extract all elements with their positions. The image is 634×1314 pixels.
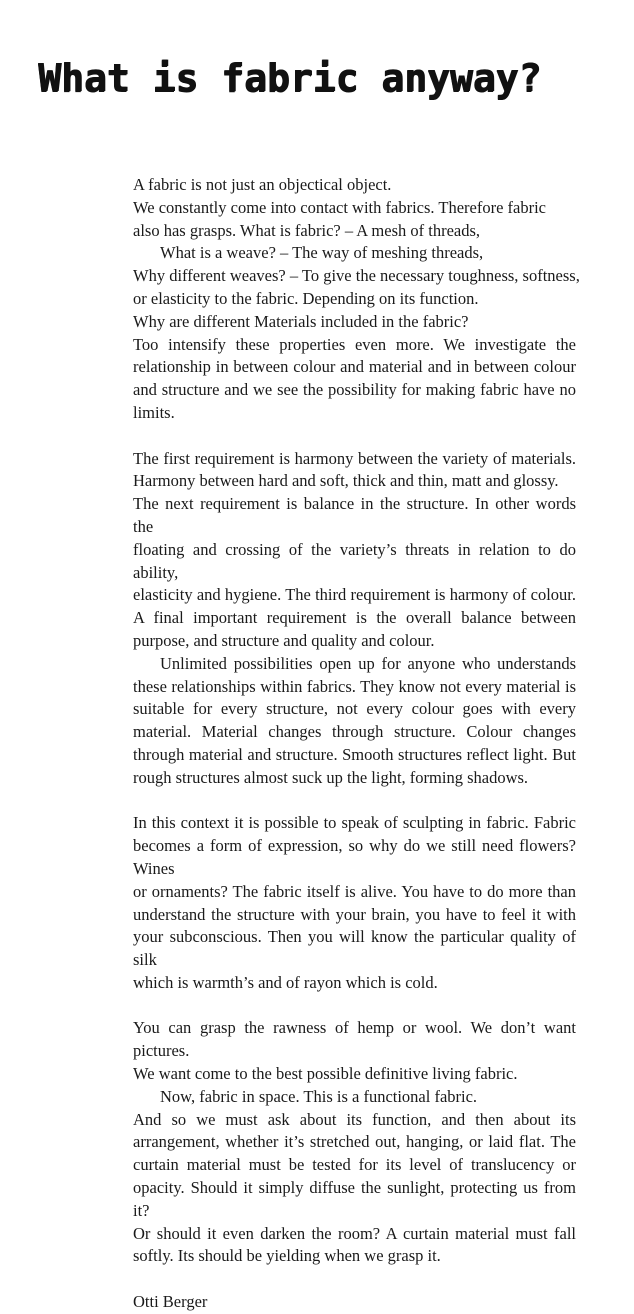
text-line: softly. Its should be yielding when we grasp it.: [133, 1246, 441, 1266]
text-line: relationship in between colour and material and in between colour: [133, 357, 576, 377]
paragraph-gap: [133, 995, 576, 1018]
text-line: In this context it is possible to speak of sculpting in fabric. Fabric: [133, 813, 576, 833]
text-line: or elasticity to the fabric. Depending on its function.: [133, 288, 479, 308]
text-line: You can grasp the rawness of hemp or wool. We don’t want pictures.: [133, 1018, 576, 1061]
text-line: We want come to the best possible definitive living fabric.: [133, 1064, 518, 1084]
text-line: and structure and we see the possibility for making fabric have no: [133, 380, 576, 400]
text-line: limits.: [133, 402, 175, 422]
text-line: What is a weave? – The way of meshing threads,: [160, 243, 484, 263]
text-line: Now, fabric in space. This is a functional fabric.: [160, 1086, 478, 1106]
text-line: Why different weaves? – To give the necessary toughness, softness,: [133, 266, 580, 286]
paragraph: [133, 812, 576, 994]
text-line: understand the structure with your brain, you have to feel it with: [133, 904, 576, 924]
paragraph: [133, 1017, 576, 1268]
text-line: Or should it even darken the room? A curtain material must fall: [133, 1223, 576, 1243]
text-line: elasticity and hygiene. The third requirement is harmony of colour.: [133, 585, 576, 605]
paragraph: [133, 448, 576, 790]
text-line: rough structures almost suck up the light, forming shadows.: [133, 767, 529, 787]
text-line: also has grasps. What is fabric? – A mesh of threads,: [133, 220, 481, 240]
text-line: through material and structure. Smooth structures reflect light. But: [133, 744, 576, 764]
text-line: floating and crossing of the variety’s threats in relation to do ability,: [133, 539, 576, 582]
text-line: The first requirement is harmony between the variety of materials.: [133, 448, 576, 468]
text-line: suitable for every structure, not every colour goes with every: [133, 699, 576, 719]
text-line: A fabric is not just an objectical object.: [133, 175, 392, 194]
text-line: becomes a form of expression, so why do we still need flowers? Wines: [133, 836, 576, 878]
paragraph-gap: [133, 1268, 576, 1291]
author-signature: Otti Berger: [133, 1292, 208, 1312]
page-title: What is fabric anyway?: [38, 56, 542, 100]
text-line: opacity. Should it simply diffuse the sunlight, protecting us from it?: [133, 1178, 576, 1220]
essay-body: [133, 174, 580, 1314]
text-line: curtain material must be tested for its level of translucency or: [133, 1155, 576, 1175]
text-line: or ornaments? The fabric itself is alive. You have to do more than: [133, 881, 576, 901]
paragraph-gap: [133, 790, 576, 813]
text-line: arrangement, whether it’s stretched out, hanging, or laid flat. The: [133, 1132, 576, 1152]
text-line: We constantly come into contact with fabrics. Therefore fabric: [133, 197, 546, 217]
text-line: A final important requirement is the overall balance between: [133, 608, 576, 628]
text-line: which is warmth’s and of rayon which is cold.: [133, 972, 438, 992]
text-line: Unlimited possibilities open up for anyone who understands: [160, 653, 576, 673]
paragraph-gap: [133, 425, 576, 448]
paragraph: [133, 174, 580, 425]
text-line: Why are different Materials included in the fabric?: [133, 311, 469, 331]
text-line: these relationships within fabrics. They know not every material is: [133, 676, 576, 696]
text-line: material. Material changes through structure. Colour changes: [133, 722, 576, 742]
text-line: Too intensify these properties even more. We investigate the: [133, 334, 576, 354]
text-line: The next requirement is balance in the structure. In other words the: [133, 494, 576, 536]
text-line: your subconscious. Then you will know the particular quality of silk: [133, 927, 576, 970]
text-line: Harmony between hard and soft, thick and thin, matt and glossy.: [133, 471, 559, 491]
text-line: purpose, and structure and quality and colour.: [133, 630, 435, 650]
text-line: And so we must ask about its function, and then about its: [133, 1109, 576, 1129]
